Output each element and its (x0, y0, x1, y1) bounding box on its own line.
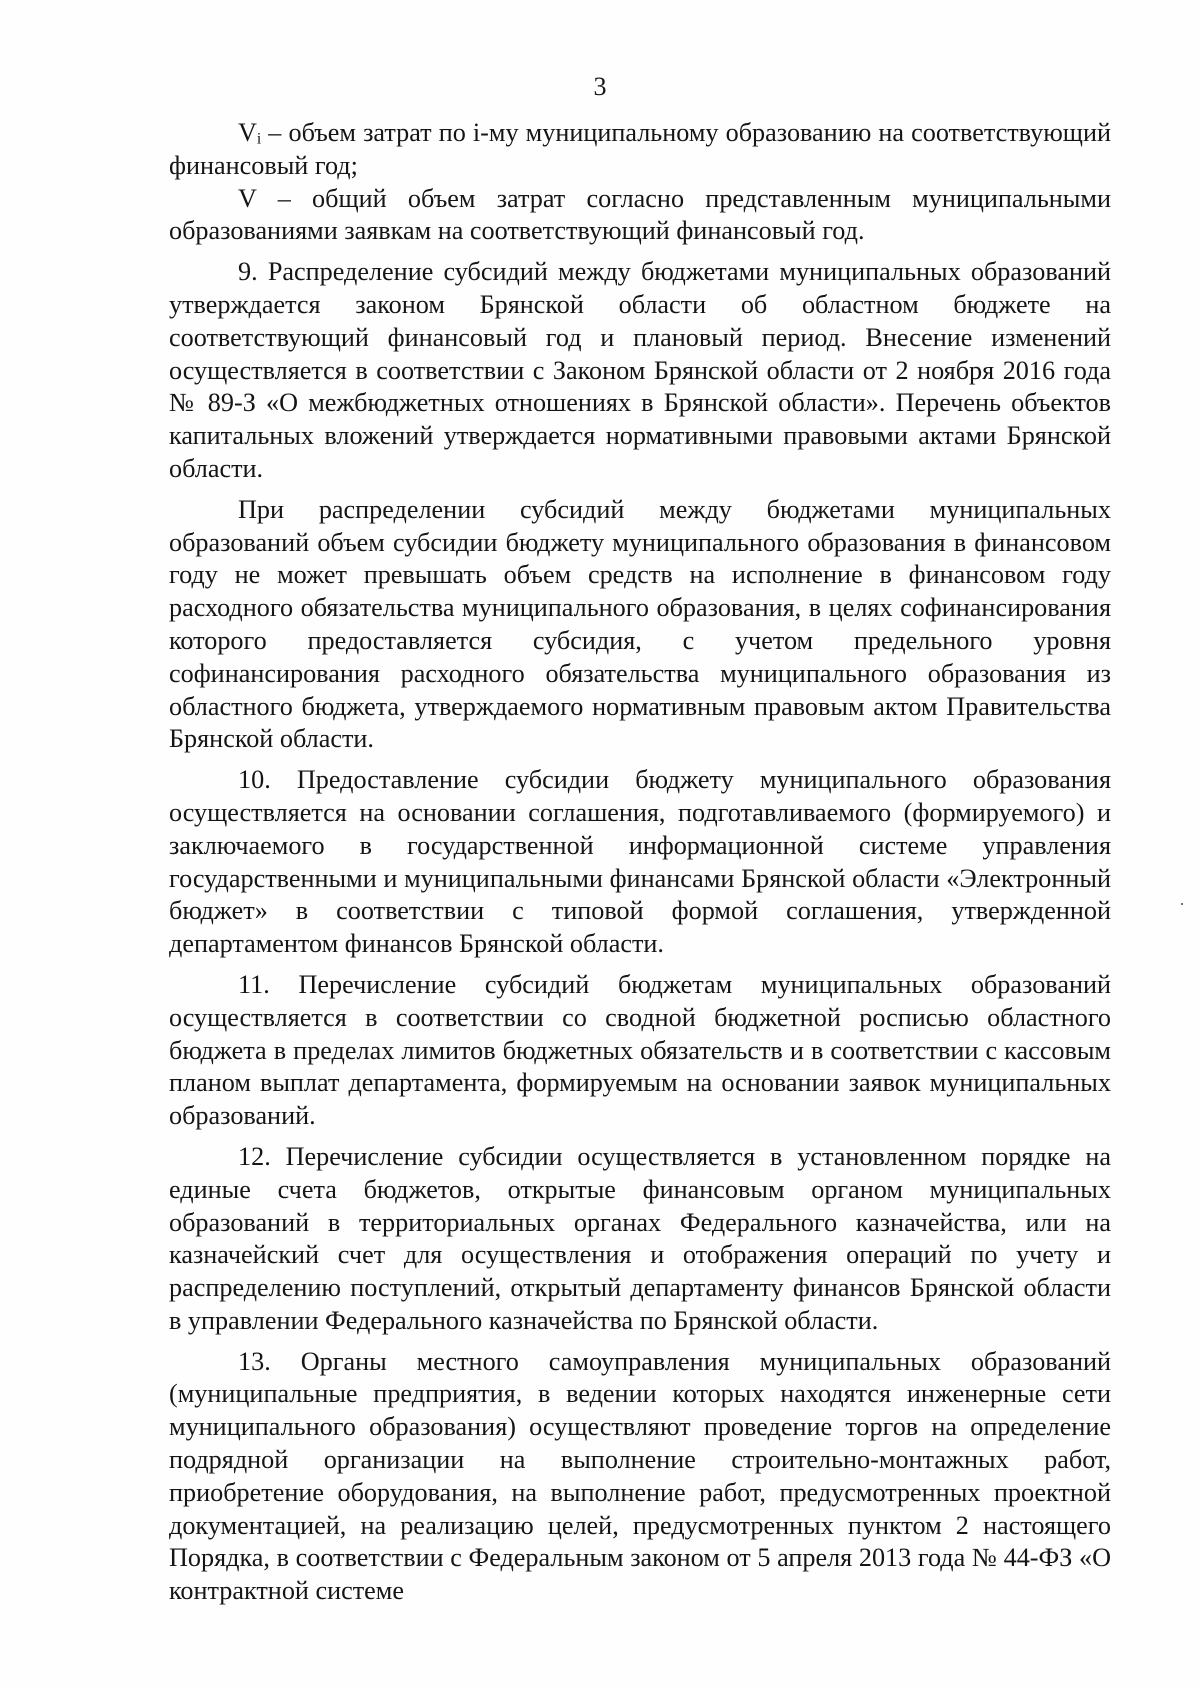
paragraph-distribution-limit: При распределении субсидий между бюджетами муниципальных образований объем субсидии бюджету муниципального образования в финансовом году не может превышать объем средств на исполнение в финансовом году расходного обязательства муниципального образования, в целях софинансирования которого предоставляется субсидия, с учетом предельного уровня софинансирования расходного обязательства муниципального образования из областного бюджета, утверждаемого нормативным правовым актом Правительства Брянской области. (169, 494, 1111, 754)
scan-speck (1181, 903, 1183, 905)
paragraph-item-10: 10. Предоставление субсидии бюджету муниципального образования осуществляется на основании соглашения, подготавливаемого (формируемого) и заключаемого в государственной информационной системе управления государственными и муниципальными финансами Брянской области «Электронный бюджет» в соответствии с типовой формой соглашения, утвержденной департаментом финансов Брянской области. (169, 765, 1111, 959)
paragraph-item-11: 11. Перечисление субсидий бюджетам муниципальных образований осуществляется в соответствии со сводной бюджетной росписью областного бюджета в пределах лимитов бюджетных обязательств и в соответствии с кассовым планом выплат департамента, формируемым на основании заявок муниципальных образований. (169, 969, 1111, 1131)
paragraph-v-definition: V – общий объем затрат согласно представленным муниципальными образованиями заявкам на соответствующий финансовый год. (169, 183, 1111, 246)
paragraph-item-13: 13. Органы местного самоуправления муниципальных образований (муниципальные предприятия, в ведении которых находятся инженерные сети муниципального образования) осуществляют проведение торгов на определение подрядной организации на выполнение строительно-монтажных работ, приобретение оборудования, на выполнение работ, предусмотренных проектной документацией, на реализацию целей, предусмотренных пунктом 2 настоящего Порядка, в соответствии с Федеральным законом от 5 апреля 2013 года № 44-ФЗ «О контрактной системе (169, 1346, 1111, 1606)
document-body (169, 117, 1111, 1608)
paragraph-item-12: 12. Перечисление субсидии осуществляется в установленном порядке на единые счета бюджетов, открытые финансовым органом муниципальных образований в территориальных органах Федерального казначейства, или на казначейский счет для осуществления и отображения операций по учету и распределению поступлений, открытый департаменту финансов Брянской области в управлении Федерального казначейства по Брянской области. (169, 1141, 1111, 1335)
paragraph-vi-definition: Vᵢ – объем затрат по i-му муниципальному образованию на соответствующий финансовый год; (169, 118, 1111, 180)
paragraph-item-9: 9. Распределение субсидий между бюджетами муниципальных образований утверждается законом Брянской области об областном бюджете на соответствующий финансовый год и плановый период. Внесение изменений осуществляется в соответствии с Законом Брянской области от 2 ноября 2016 года № 89-З «О межбюджетных отношениях в Брянской области». Перечень объектов капитальных вложений утверждается нормативными правовыми актами Брянской области. (169, 257, 1111, 483)
page-number: 3 (593, 72, 607, 101)
